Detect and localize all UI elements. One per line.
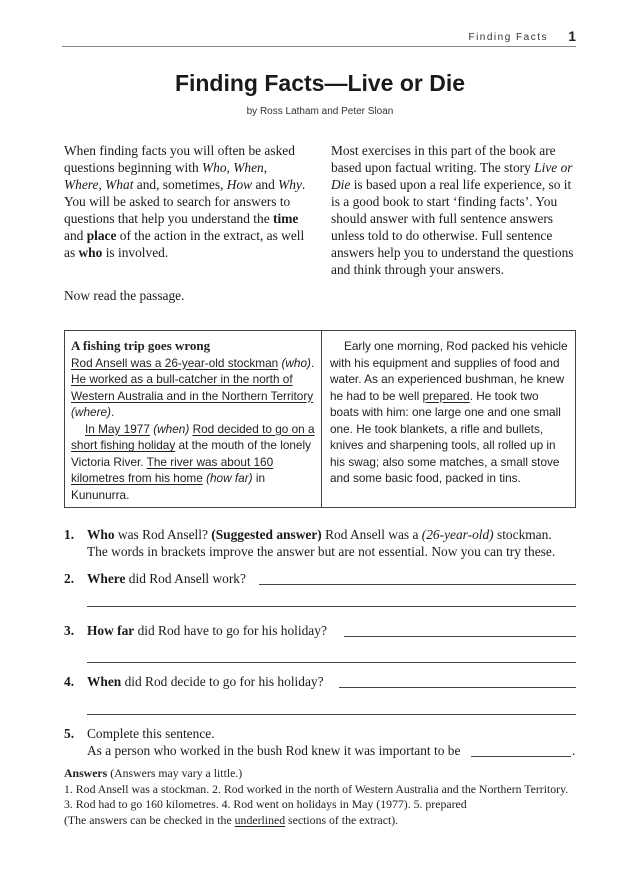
bold-run: When	[87, 674, 122, 689]
underlined-run: The river was about 160 kilometres from his home	[71, 454, 274, 485]
italic-run: (who)	[281, 355, 311, 370]
italic-run: (26-year-old)	[421, 527, 494, 542]
intro-right-paragraph	[331, 142, 576, 278]
question-5-text	[87, 725, 576, 759]
extract-left-text	[71, 355, 315, 504]
extract-box	[64, 330, 576, 508]
text-run: at the mouth of the lonely Victoria River.	[71, 438, 312, 469]
underlined-run: prepared	[422, 388, 470, 403]
question-number: 1.	[64, 527, 75, 542]
text-run: was Rod Ansell?	[114, 527, 212, 542]
bold-run: time	[273, 211, 299, 226]
text-run: Rod Ansell was a	[321, 527, 422, 542]
question-2	[64, 570, 576, 590]
question-4	[64, 673, 576, 693]
question-1-text	[87, 526, 576, 560]
question-number: 3.	[64, 623, 75, 638]
italic-run: Where	[64, 177, 99, 192]
bold-run: Where	[87, 571, 126, 586]
italic-run: Live or Die	[331, 160, 573, 192]
bold-run: place	[86, 228, 117, 243]
instruction-now-read: Now read the passage.	[64, 288, 185, 303]
question-number: 2.	[64, 571, 75, 586]
intro-left-paragraph	[64, 142, 306, 261]
text-run: 1. Rod Ansell was a stockman. 2. Rod worked in the north of Western Australia and the Northern Territory. 3. Rod had to go 160 kilometres. 4. Rod went on holidays in May (1977). 5. prepared	[64, 781, 569, 811]
text-run: Early one morning, Rod packed his vehicle with his equipment and supplies of food and water. As an experienced bushman, he knew he had to be well	[330, 339, 568, 403]
underlined-run: Rod Ansell was a 26-year-old stockman	[71, 355, 279, 370]
text-run: .	[111, 405, 115, 419]
answer-line-5[interactable]	[471, 756, 571, 757]
italic-run: (where)	[71, 405, 111, 419]
question-3	[64, 622, 576, 642]
running-header-section: Finding Facts	[468, 32, 548, 43]
text-run: and, sometimes,	[133, 177, 227, 192]
text-run: Complete this sentence.	[87, 726, 215, 741]
italic-run: (when)	[153, 421, 190, 436]
text-run: When finding facts you will often be asked questions beginning with	[64, 143, 295, 175]
extract-right-text	[330, 338, 570, 487]
answer-line-2a[interactable]	[259, 584, 576, 585]
question-number: 4.	[64, 674, 75, 689]
text-run: is involved.	[102, 245, 169, 260]
text-run: did Rod decide to go for his holiday?	[121, 674, 324, 689]
italic-run: How	[226, 177, 253, 192]
byline: by Ross Latham and Peter Sloan	[246, 106, 394, 117]
text-run: ,	[226, 160, 234, 175]
text-run: stockman.	[493, 527, 552, 542]
text-run: and	[64, 228, 87, 243]
text-run: (The answers can be checked in the	[64, 812, 235, 827]
text-run: is based upon a real life experience, so it is a good book to start ‘finding facts’. You should answer with full sentence answers unless told to do otherwise. Full sentence answers help you to understand the questions and think through your answers.	[331, 177, 574, 277]
extract-left-column	[71, 338, 315, 503]
text-run: Most exercises in this part of the book are based upon factual writing. The story	[331, 143, 556, 175]
question-number: 5.	[64, 726, 75, 741]
bold-run: (Suggested answer)	[211, 527, 322, 542]
text-run: (Answers may vary a little.)	[107, 766, 243, 780]
text-run: ,	[98, 177, 106, 192]
answer-line-3a[interactable]	[344, 636, 576, 637]
answer-line-2b[interactable]	[87, 606, 576, 607]
text-run: . He took two boats with him: one large one and one small one. He took blankets, a rifle and bullets, knives and sharpening tools, all rolled up in his swag; also some matches, a small stove and some basic food, packed in tins.	[330, 388, 561, 485]
text-run: ,	[263, 160, 268, 175]
italic-run: (how far)	[206, 471, 253, 485]
page-title: Finding Facts—Live or Die	[174, 70, 466, 96]
bold-run: Answers	[64, 766, 108, 780]
underlined-run: Rod decided to go on a short fishing holiday	[71, 421, 315, 452]
extract-heading: A fishing trip goes wrong	[71, 338, 211, 353]
underlined-run: He worked as a bull-catcher in the north of Western Australia and in the Northern Territory	[71, 372, 314, 403]
text-run: As a person who worked in the bush Rod knew it was important to be	[87, 743, 461, 758]
running-header	[62, 26, 576, 47]
text-run: did Rod Ansell work?	[125, 571, 246, 586]
italic-run: Who	[202, 160, 227, 175]
extract-divider	[321, 331, 322, 507]
text-run: The words in brackets improve the answer but are not essential. Now you can try these.	[87, 544, 556, 559]
italic-run: What	[105, 177, 134, 192]
italic-run: When	[233, 160, 264, 175]
underlined-run: underlined	[234, 812, 286, 827]
bold-run: who	[78, 245, 103, 260]
text-run: . You will be asked to search for answers to questions that help you understand the	[64, 177, 306, 226]
text-run: and	[252, 177, 279, 192]
question-5	[64, 725, 576, 761]
question-5-end: .	[572, 743, 576, 758]
underlined-run: In May 1977	[85, 421, 150, 436]
bold-run: Who	[87, 527, 115, 542]
answers-section	[64, 766, 576, 828]
page-number: 1	[568, 28, 576, 44]
text-run: of the action in the extract, as well as	[64, 228, 305, 260]
bold-run: How far	[87, 623, 135, 638]
italic-run: Why	[278, 177, 302, 192]
text-run: in Kununurra.	[71, 471, 266, 502]
answer-line-3b[interactable]	[87, 662, 576, 663]
question-1	[64, 526, 576, 562]
text-run: .	[310, 355, 315, 370]
text-run: sections of the extract).	[285, 812, 399, 827]
text-run: did Rod have to go for his holiday?	[134, 623, 327, 638]
answer-line-4b[interactable]	[87, 714, 576, 715]
answer-line-4a[interactable]	[339, 687, 576, 688]
